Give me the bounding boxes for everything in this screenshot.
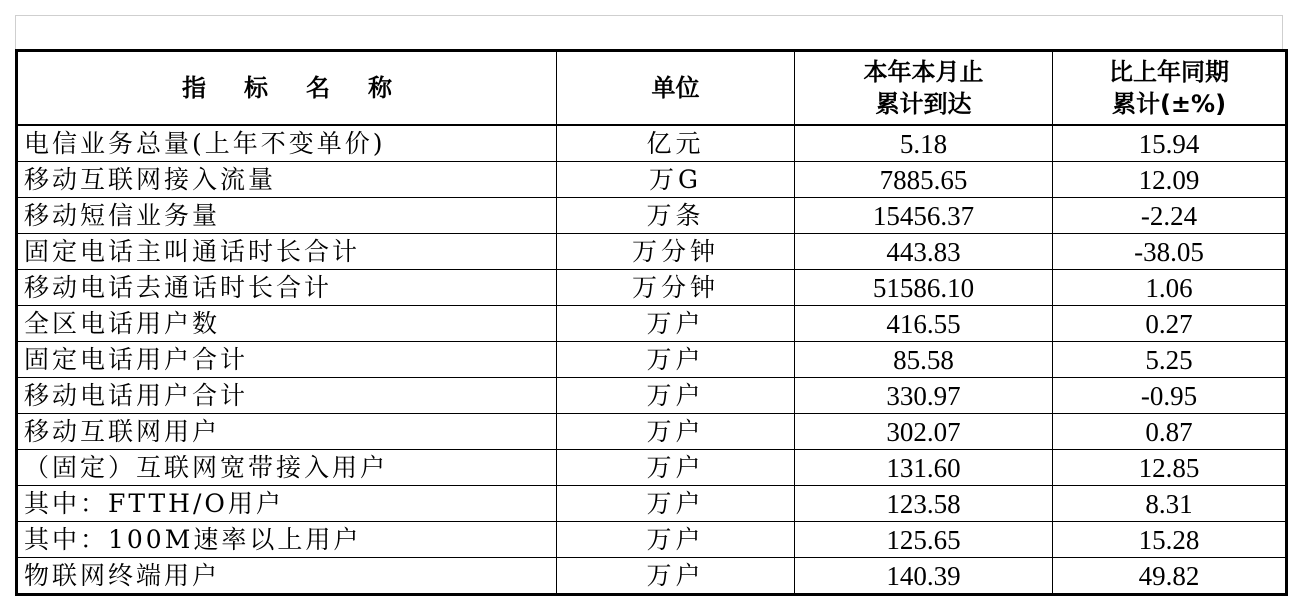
cell-yoy-change: 0.27 bbox=[1053, 306, 1287, 342]
cell-yoy-change: 0.87 bbox=[1053, 414, 1287, 450]
cell-cumulative-value: 15456.37 bbox=[795, 198, 1053, 234]
table-row bbox=[17, 270, 1287, 306]
cell-cumulative-value: 51586.10 bbox=[795, 270, 1053, 306]
table-row bbox=[17, 342, 1287, 378]
cell-yoy-change: 12.09 bbox=[1053, 162, 1287, 198]
cell-unit: 万户 bbox=[557, 306, 795, 342]
cell-yoy-change: 12.85 bbox=[1053, 450, 1287, 486]
cell-cumulative-value: 140.39 bbox=[795, 558, 1053, 595]
cell-indicator-name: 其中：100M速率以上用户 bbox=[17, 522, 557, 558]
cell-indicator-name: 固定电话主叫通话时长合计 bbox=[17, 234, 557, 270]
cell-indicator-name: 物联网终端用户 bbox=[17, 558, 557, 595]
cell-indicator-name: 移动电话去通话时长合计 bbox=[17, 270, 557, 306]
table-row bbox=[17, 378, 1287, 414]
cell-cumulative-value: 125.65 bbox=[795, 522, 1053, 558]
table-header bbox=[17, 51, 1287, 126]
header-yoy-line1: 比上年同期 bbox=[1109, 58, 1229, 86]
header-current-line1: 本年本月止 bbox=[863, 58, 984, 86]
cell-yoy-change: 8.31 bbox=[1053, 486, 1287, 522]
cell-cumulative-value: 85.58 bbox=[795, 342, 1053, 378]
cell-unit: 万条 bbox=[557, 198, 795, 234]
cell-indicator-name: 其中：FTTH/O用户 bbox=[17, 486, 557, 522]
header-indicator-name: 指标名称 bbox=[17, 51, 557, 126]
table-row bbox=[17, 558, 1287, 595]
cell-cumulative-value: 131.60 bbox=[795, 450, 1053, 486]
header-row bbox=[17, 51, 1287, 126]
cell-unit: 万户 bbox=[557, 558, 795, 595]
header-current-line2: 累计到达 bbox=[875, 90, 972, 118]
cell-yoy-change: 5.25 bbox=[1053, 342, 1287, 378]
cell-indicator-name: 移动电话用户合计 bbox=[17, 378, 557, 414]
cell-indicator-name: 全区电话用户数 bbox=[17, 306, 557, 342]
table-row bbox=[17, 414, 1287, 450]
cell-unit: 万户 bbox=[557, 378, 795, 414]
cell-cumulative-value: 7885.65 bbox=[795, 162, 1053, 198]
cell-cumulative-value: 123.58 bbox=[795, 486, 1053, 522]
table-row bbox=[17, 522, 1287, 558]
telecom-statistics-table bbox=[15, 49, 1288, 596]
table-row bbox=[17, 486, 1287, 522]
cell-unit: 万户 bbox=[557, 414, 795, 450]
cell-cumulative-value: 443.83 bbox=[795, 234, 1053, 270]
cell-yoy-change: 1.06 bbox=[1053, 270, 1287, 306]
cell-indicator-name: （固定）互联网宽带接入用户 bbox=[17, 450, 557, 486]
cell-yoy-change: -2.24 bbox=[1053, 198, 1287, 234]
cell-unit: 万G bbox=[557, 162, 795, 198]
cell-unit: 万分钟 bbox=[557, 234, 795, 270]
cell-yoy-change: -38.05 bbox=[1053, 234, 1287, 270]
cell-unit: 万户 bbox=[557, 450, 795, 486]
header-current-cumulative bbox=[795, 51, 1053, 126]
cell-indicator-name: 移动互联网接入流量 bbox=[17, 162, 557, 198]
cell-yoy-change: 15.28 bbox=[1053, 522, 1287, 558]
cell-indicator-name: 移动短信业务量 bbox=[17, 198, 557, 234]
cell-cumulative-value: 302.07 bbox=[795, 414, 1053, 450]
header-yoy-change bbox=[1053, 51, 1287, 126]
header-yoy-line2: 累计(±%) bbox=[1111, 90, 1227, 118]
cell-unit: 亿元 bbox=[557, 125, 795, 162]
table-row bbox=[17, 125, 1287, 162]
cell-cumulative-value: 330.97 bbox=[795, 378, 1053, 414]
cell-indicator-name: 固定电话用户合计 bbox=[17, 342, 557, 378]
sheet-top-row bbox=[15, 15, 1283, 49]
cell-unit: 万户 bbox=[557, 342, 795, 378]
cell-yoy-change: 15.94 bbox=[1053, 125, 1287, 162]
header-unit: 单位 bbox=[557, 51, 795, 126]
cell-unit: 万户 bbox=[557, 522, 795, 558]
cell-yoy-change: -0.95 bbox=[1053, 378, 1287, 414]
table-row bbox=[17, 234, 1287, 270]
table-row bbox=[17, 450, 1287, 486]
cell-indicator-name: 移动互联网用户 bbox=[17, 414, 557, 450]
cell-unit: 万户 bbox=[557, 486, 795, 522]
cell-yoy-change: 49.82 bbox=[1053, 558, 1287, 595]
cell-cumulative-value: 416.55 bbox=[795, 306, 1053, 342]
cell-unit: 万分钟 bbox=[557, 270, 795, 306]
cell-indicator-name: 电信业务总量(上年不变单价) bbox=[17, 125, 557, 162]
table-row bbox=[17, 198, 1287, 234]
table-row bbox=[17, 162, 1287, 198]
cell-cumulative-value: 5.18 bbox=[795, 125, 1053, 162]
table-body bbox=[17, 125, 1287, 595]
table-row bbox=[17, 306, 1287, 342]
